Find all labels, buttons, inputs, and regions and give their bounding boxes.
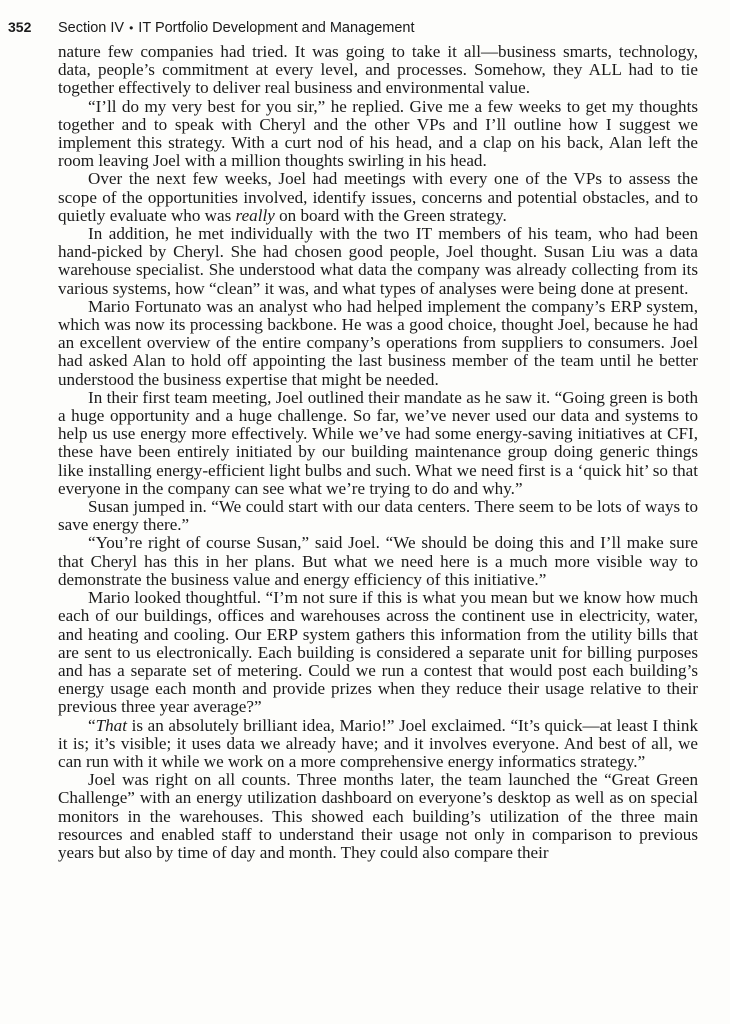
section-label: Section IV <box>58 20 125 36</box>
header-separator: • <box>129 21 134 35</box>
emphasis-really: really <box>235 205 275 225</box>
paragraph-8 <box>58 534 698 589</box>
paragraph-text: In addition, he met individually with the two IT members of his team, who had been hand-picked by Cheryl. She had chosen good people, Joel thought. Susan Liu was a data warehouse specialist. She understood what data the company was already collecting from its various systems, how “clean” it was, and what types of analyses were being done at present. <box>58 224 698 298</box>
paragraph-5 <box>58 298 698 389</box>
paragraph-9 <box>58 589 698 716</box>
paragraph-text: Susan jumped in. “We could start with our data centers. There seem to be lots of ways to save energy there.” <box>58 497 698 535</box>
chapter-title: IT Portfolio Development and Management <box>138 20 415 36</box>
paragraph-text: nature few companies had tried. It was going to take it all—business smarts, technology, data, people’s commitment at every level, and processes. Somehow, they ALL had to tie together effectively to deliver real business and environmental value. <box>58 42 698 98</box>
emphasis-that: That <box>95 715 127 735</box>
paragraph-4 <box>58 225 698 298</box>
paragraph-text: Over the next few weeks, Joel had meetings with every one of the VPs to assess the scope of the opportunities involved, identify issues, concerns and potential obstacles, and to quietly evaluate who was <box>58 169 698 225</box>
paragraph-2 <box>58 98 698 171</box>
running-head <box>8 17 708 41</box>
paragraph-1 <box>58 43 698 98</box>
paragraph-text: “You’re right of course Susan,” said Joel. “We should be doing this and I’ll make sure that Cheryl has this in her plans. But what we need here is a much more visible way to demonstrate the business value and energy efficiency of this initiative.” <box>58 533 698 589</box>
paragraph-text: “ <box>88 715 96 735</box>
paragraph-11 <box>58 771 698 862</box>
paragraph-text: Joel was right on all counts. Three months later, the team launched the “Great Green Challenge” with an energy utilization dashboard on everyone’s desktop as well as on special monitors in the warehouses. This showed each building’s utilization of the three main resources and enabled staff to understand their usage not only in comparison to previous years but also by time of day and month. They could also compare their <box>58 770 698 862</box>
paragraph-text: Mario looked thoughtful. “I’m not sure if this is what you mean but we know how much each of our buildings, offices and warehouses across the continent use in electricity, water, and heating and cooling. Our ERP system gathers this information from the utility bills that are sent to us electronically. Each building is considered a separate unit for billing purposes and has a separate set of metering. Could we run a contest that would post each building’s energy usage each month and provide prizes when they reduce their usage relative to their previous three year average?” <box>58 588 698 717</box>
page-number: 352 <box>8 19 32 35</box>
paragraph-7 <box>58 498 698 534</box>
paragraph-text: is an absolutely brilliant idea, Mario!” Joel exclaimed. “It’s quick—at least I think it is; it’s visible; it uses data we already have; and it involves everyone. And best of all, we can run with it while we work on a more comprehensive energy informatics strategy.” <box>58 715 698 771</box>
paragraph-6 <box>58 389 698 498</box>
paragraph-text: Mario Fortunato was an analyst who had helped implement the company’s ERP system, which was now its processing backbone. He was a good choice, thought Joel, because he had an excellent overview of the entire company’s operations from suppliers to consumers. Joel had asked Alan to hold off appointing the last business member of the team until he better understood the business expertise that might be needed. <box>58 296 698 389</box>
paragraph-10 <box>58 717 698 772</box>
paragraph-text: on board with the Green strategy. <box>274 205 507 225</box>
body-text <box>58 43 698 862</box>
paragraph-3 <box>58 170 698 225</box>
paragraph-text: In their first team meeting, Joel outlined their mandate as he saw it. “Going green is both a huge opportunity and a huge challenge. So far, we’ve never used our data and systems to help us use energy more effectively. While we’ve had some energy-saving initiatives at CFI, these have been entirely initiated by our building maintenance group doing generic things like installing energy-efficient light bulbs and such. What we need first is a ‘quick hit’ so that everyone in the company can see what we’re trying to do and why.” <box>58 387 698 498</box>
paragraph-text: “I’ll do my very best for you sir,” he replied. Give me a few weeks to get my thoughts together and to speak with Cheryl and the other VPs and I’ll outline how I suggest we implement this strategy. With a curt nod of his head, and a clap on his back, Alan left the room leaving Joel with a million thoughts swirling in his head. <box>58 96 698 171</box>
